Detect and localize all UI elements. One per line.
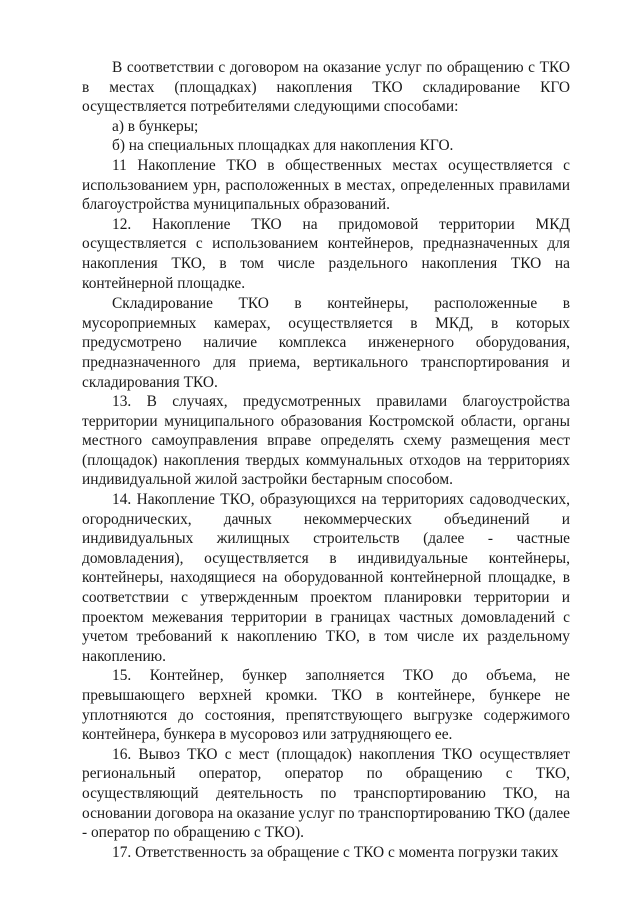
paragraph-clause-15: 15. Контейнер, бункер заполняется ТКО до объема, не превышающего верхней кромки. ТКО в контейнере, бункере не уплотняются до состояния, препятствующего выгрузке содержимого контейнера, бункера в мусоровоз или затрудняющего ее. [82, 667, 570, 744]
paragraph-clause-17: 17. Ответственность за обращение с ТКО с момента погрузки таких [112, 843, 559, 861]
paragraph-clause-11: 11 Накопление ТКО в общественных местах осуществляется с использованием урн, расположенных в местах, определенных правилами благоустройства муниципальных образований. [82, 156, 570, 214]
paragraph-clause-14: 14. Накопление ТКО, образующихся на территориях садоводческих, огороднических, дачных некоммерческих объединений и индивидуальных жилищных строительств (далее - частные домовладения), осуществляется в индивидуальные контейнеры, контейнеры, находящиеся на оборудованной контейнерной площадке, в соответствии с утвержденным проектом планировки территории и проектом межевания территории в границах частных домовладений с учетом требований к накоплению ТКО, в том числе их раздельному накоплению. [82, 491, 570, 665]
paragraph-waste-chambers: Складирование ТКО в контейнеры, расположенные в мусороприемных камерах, осуществляется в МКД, в которых предусмотрено наличие комплекса инженерного оборудования, предназначенного для приема, вертикального транспортирования и складирования ТКО. [82, 295, 570, 391]
paragraph-clause-13: 13. В случаях, предусмотренных правилами благоустройства территории муниципального образования Костромской области, органы местного самоуправления вправе определять схему размещения мест (площадок) накопления твердых коммунальных отходов на территориях индивидуальной жилой застройки бестарным способом. [82, 393, 570, 489]
paragraph-kgo-storage: В соответствии с договором на оказание услуг по обращению с ТКО в местах (площадках) накопления ТКО складирование КГО осуществляется потребителями следующими способами: [82, 59, 570, 116]
list-item-special-sites: б) на специальных площадках для накопления КГО. [112, 137, 454, 155]
list-item-bunkers: а) в бункеры; [112, 117, 199, 135]
paragraph-clause-16: 16. Вывоз ТКО с мест (площадок) накопления ТКО осуществляет региональный оператор, оператор по обращению с ТКО, осуществляющий деятельность по транспортированию ТКО, на основании договора на оказание услуг по транспортированию ТКО (далее - оператор по обращению с ТКО). [82, 745, 570, 842]
paragraph-clause-12: 12. Накопление ТКО на придомовой территории МКД осуществляется с использованием контейнеров, предназначенных для накопления ТКО, в том числе раздельного накопления ТКО на контейнерной площадке. [82, 215, 570, 292]
